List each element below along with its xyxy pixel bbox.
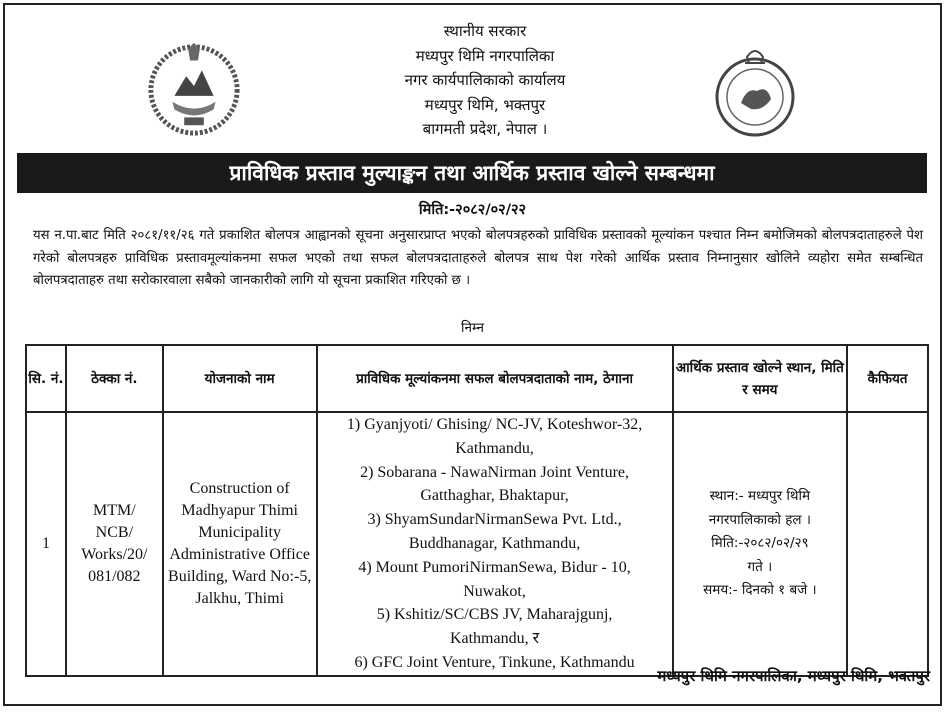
notice-date: मिति:-२०८२/०२/२२	[418, 202, 527, 218]
bidder-line: Kathmandu, र	[449, 630, 540, 648]
bidder-line: Buddhanagar, Kathmandu,	[408, 534, 581, 552]
bidder-line: 1) Gyanjyoti/ Ghising/ NC-JV, Koteshwor-32,	[346, 416, 643, 433]
header-bidders: प्राविधिक मूल्यांकनमा सफल बोलपत्रदाताको नाम, ठेगाना	[317, 345, 673, 412]
notice-title-banner: प्राविधिक प्रस्ताव मुल्याङ्कन तथा आर्थिक प्रस्ताव खोल्ने सम्बन्धमा	[17, 153, 927, 193]
bid-table	[25, 344, 929, 677]
bidder-line: 6) GFC Joint Venture, Tinkune, Kathmandu	[354, 653, 635, 671]
venue-line: मिति:-२०८२/०२/२९	[711, 535, 809, 552]
cell-remarks	[847, 412, 928, 676]
municipality-seal-icon	[705, 41, 805, 141]
cell-bidders	[317, 412, 673, 676]
cell-serial-no: 1	[26, 412, 66, 676]
bidder-line: Gatthaghar, Bhaktapur,	[420, 487, 569, 505]
header	[5, 5, 940, 150]
header-remarks: कैफियत	[847, 345, 928, 412]
bidder-line: Nuwakot,	[463, 582, 526, 600]
venue-line: नगरपालिकाको हल ।	[708, 511, 811, 528]
org-line-3: नगर कार्यपालिकाको कार्यालय	[404, 71, 566, 89]
table-row	[26, 412, 928, 676]
header-opening-venue: आर्थिक प्रस्ताव खोल्ने स्थान, मिति र समय	[673, 345, 848, 412]
bidder-line: 4) Mount PumoriNirmanSewa, Bidur - 10,	[358, 558, 631, 576]
notice-body: यस न.पा.बाट मिति २०८१/११/२६ गते प्रकाशित बोलपत्र आह्वानको सूचना अनुसारप्राप्त भएको बोलपत्रहरुको प्राविधिक प्रस्तावको मूल्यांकन पश्चात निम्न बमोजिमको बोलपत्रदाताहरुले पेश गरेको बोलपत्रहरु प्राविधिक प्रस्तावमूल्यांकनमा सफल भएको तथा सफल बोलपत्रदाताहरुले बोलपत्र साथ पेश गरेको आर्थिक प्रस्ताव निम्नानुसार खोलिने व्यहोरा समेत सम्बन्धित बोलपत्रदाताहरु तथा सरोकारवाला सबैको जानकारीको लागि यो सूचना प्रकाशित गरिएको छ ।	[33, 228, 923, 288]
organization-block	[305, 19, 665, 142]
org-line-2: मध्यपुर थिमि नगरपालिका	[415, 46, 555, 65]
cell-opening-venue	[673, 412, 848, 676]
bidder-line: 3) ShyamSundarNirmanSewa Pvt. Ltd.,	[367, 511, 622, 529]
header-serial-no: सि. नं.	[26, 345, 66, 412]
nepal-emblem-icon	[145, 39, 243, 137]
venue-line: स्थान:- मध्यपुर थिमि	[709, 488, 811, 505]
table-header-row	[26, 345, 928, 412]
cell-contract-no: MTM/ NCB/ Works/20/ 081/082	[66, 412, 163, 676]
footer-signature: मध्यपुर थिमि नगरपालिका, मध्यपुर थिमि, भक्तपुर	[657, 667, 930, 685]
venue-line: गते ।	[747, 558, 773, 575]
cell-project-name: Construction of Madhyapur Thimi Municipality Administrative Office Building, Ward No:-5, Jalkhu, Thimi	[163, 412, 317, 676]
notice-page	[3, 3, 942, 706]
org-line-1: स्थानीय सरकार	[443, 22, 527, 40]
org-line-5: बागमती प्रदेश, नेपाल ।	[422, 120, 548, 138]
org-line-4: मध्यपुर थिमि, भक्तपुर	[424, 95, 546, 114]
bidder-line: 5) Kshitiz/SC/CBS JV, Maharajgunj,	[376, 606, 613, 624]
header-contract-no: ठेक्का नं.	[66, 345, 163, 412]
header-project-name: योजनाको नाम	[163, 345, 317, 412]
bidder-line: 2) Sobarana - NawaNirman Joint Venture,	[360, 463, 630, 481]
venue-line: समय:- दिनको १ बजे ।	[703, 582, 817, 599]
list-heading: निम्न	[460, 320, 485, 336]
bidder-line: Kathmandu,	[455, 439, 534, 457]
